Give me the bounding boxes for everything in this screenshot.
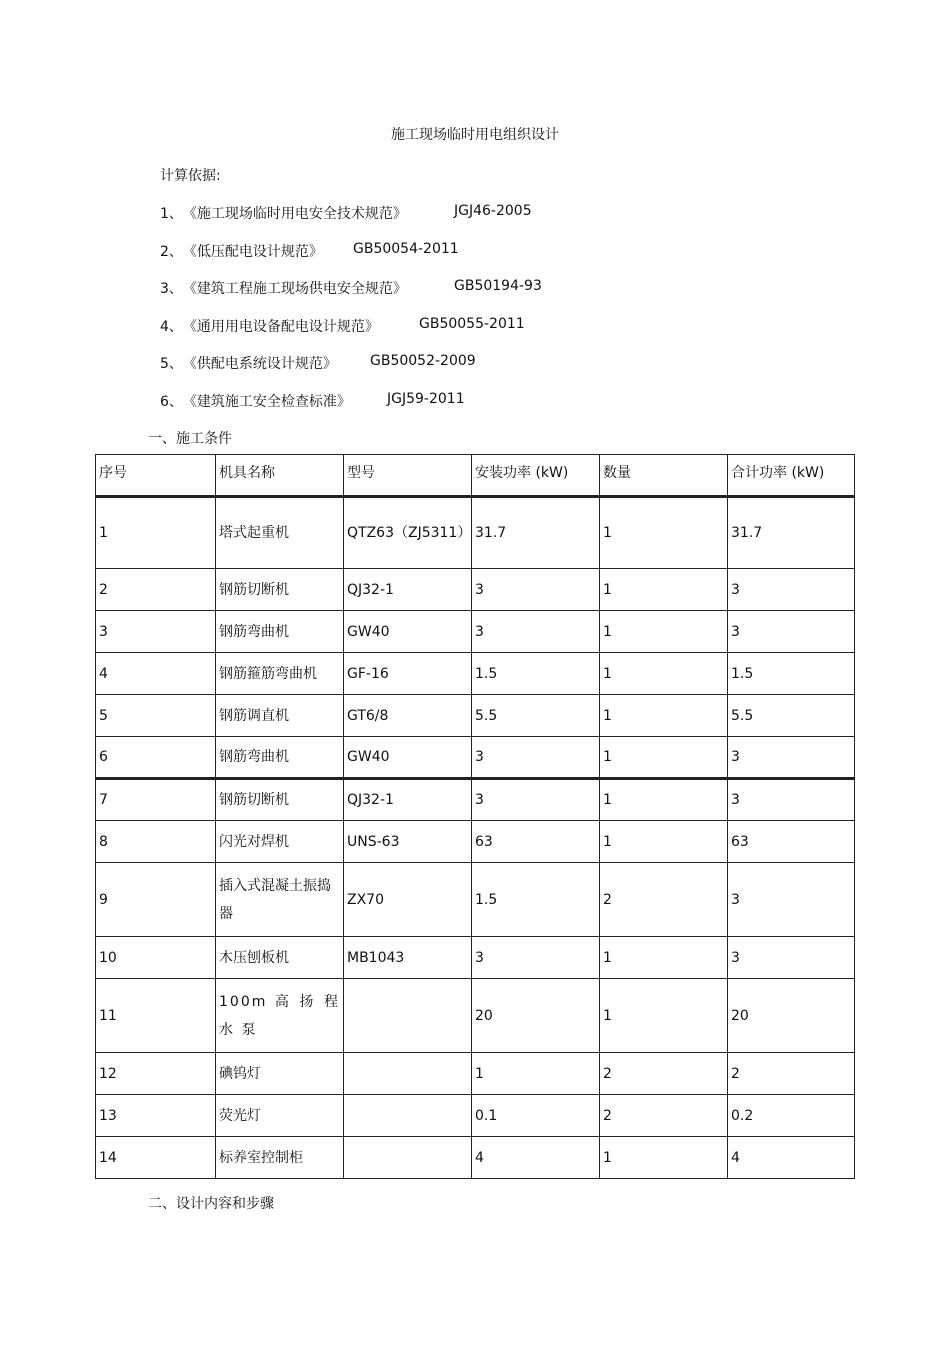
table-row (96, 937, 855, 979)
cell-name: 塔式起重机 (216, 497, 344, 569)
basis-heading: 计算依据: (160, 168, 221, 184)
cell-qty: 2 (600, 1053, 728, 1095)
cell-name: 钢筋切断机 (216, 779, 344, 821)
reference-number: 3、 (160, 281, 183, 297)
cell-power: 20 (472, 979, 600, 1053)
cell-no: 14 (96, 1137, 216, 1179)
cell-model: MB1043 (344, 937, 472, 979)
reference-code: GB50055-2011 (419, 316, 525, 332)
cell-name: 木压刨板机 (216, 937, 344, 979)
reference-name: 《低压配电设计规范》 (182, 244, 323, 260)
reference-code: GB50054-2011 (353, 241, 459, 257)
cell-no: 9 (96, 863, 216, 937)
table-row (96, 1095, 855, 1137)
cell-no: 5 (96, 695, 216, 737)
cell-model: UNS-63 (344, 821, 472, 863)
reference-name: 《建筑工程施工现场供电安全规范》 (182, 281, 407, 297)
cell-no: 2 (96, 569, 216, 611)
table-row (96, 779, 855, 821)
reference-code: JGJ59-2011 (387, 391, 465, 407)
reference-code: GB50194-93 (454, 278, 542, 294)
cell-power: 3 (472, 779, 600, 821)
header-cell: 机具名称 (216, 455, 344, 497)
reference-item (160, 203, 532, 223)
cell-name: 钢筋调直机 (216, 695, 344, 737)
cell-no: 8 (96, 821, 216, 863)
cell-no: 4 (96, 653, 216, 695)
reference-number: 6、 (160, 394, 183, 410)
cell-qty: 1 (600, 821, 728, 863)
cell-total: 3 (728, 737, 855, 779)
header-cell: 序号 (96, 455, 216, 497)
table-row (96, 737, 855, 779)
cell-name: 碘钨灯 (216, 1053, 344, 1095)
table-row (96, 863, 855, 937)
cell-name: 钢筋箍筋弯曲机 (216, 653, 344, 695)
header-cell: 合计功率 (kW) (728, 455, 855, 497)
cell-no: 6 (96, 737, 216, 779)
cell-model: GW40 (344, 611, 472, 653)
cell-name: 钢筋切断机 (216, 569, 344, 611)
reference-code: GB50052-2009 (370, 353, 476, 369)
reference-name: 《建筑施工安全检查标准》 (182, 394, 351, 410)
cell-model: GF-16 (344, 653, 472, 695)
reference-item (160, 316, 525, 336)
table-row (96, 611, 855, 653)
cell-power: 1.5 (472, 863, 600, 937)
reference-item (160, 353, 476, 373)
cell-qty: 1 (600, 497, 728, 569)
cell-qty: 1 (600, 979, 728, 1053)
cell-model (344, 1095, 472, 1137)
cell-total: 3 (728, 863, 855, 937)
cell-power: 3 (472, 737, 600, 779)
cell-qty: 1 (600, 1137, 728, 1179)
reference-number: 1、 (160, 206, 183, 222)
cell-total: 3 (728, 611, 855, 653)
cell-name: 标养室控制柜 (216, 1137, 344, 1179)
cell-total: 31.7 (728, 497, 855, 569)
cell-model (344, 1137, 472, 1179)
reference-code: JGJ46-2005 (454, 203, 532, 219)
cell-power: 0.1 (472, 1095, 600, 1137)
cell-name: 钢筋弯曲机 (216, 611, 344, 653)
cell-no: 13 (96, 1095, 216, 1137)
cell-total: 3 (728, 779, 855, 821)
cell-power: 63 (472, 821, 600, 863)
reference-item (160, 391, 465, 411)
table-row (96, 497, 855, 569)
cell-total: 5.5 (728, 695, 855, 737)
cell-total: 0.2 (728, 1095, 855, 1137)
cell-qty: 1 (600, 937, 728, 979)
cell-power: 3 (472, 937, 600, 979)
cell-qty: 2 (600, 863, 728, 937)
cell-no: 7 (96, 779, 216, 821)
equipment-table (95, 454, 855, 1179)
header-cell: 型号 (344, 455, 472, 497)
section-heading: 二、设计内容和步骤 (148, 1196, 274, 1212)
header-cell: 数量 (600, 455, 728, 497)
cell-name: 闪光对焊机 (216, 821, 344, 863)
cell-total: 63 (728, 821, 855, 863)
cell-no: 11 (96, 979, 216, 1053)
reference-name: 《供配电系统设计规范》 (182, 356, 337, 372)
cell-model: QJ32-1 (344, 569, 472, 611)
cell-power: 1.5 (472, 653, 600, 695)
cell-model (344, 1053, 472, 1095)
cell-total: 3 (728, 937, 855, 979)
document-title: 施工现场临时用电组织设计 (391, 127, 559, 143)
cell-total: 1.5 (728, 653, 855, 695)
cell-model: GT6/8 (344, 695, 472, 737)
table-row (96, 821, 855, 863)
table-row (96, 979, 855, 1053)
cell-model: GW40 (344, 737, 472, 779)
cell-model: ZX70 (344, 863, 472, 937)
reference-name: 《通用用电设备配电设计规范》 (182, 319, 379, 335)
cell-qty: 1 (600, 611, 728, 653)
cell-total: 3 (728, 569, 855, 611)
cell-name: 荧光灯 (216, 1095, 344, 1137)
cell-qty: 1 (600, 779, 728, 821)
reference-number: 5、 (160, 356, 183, 372)
cell-name: 插入式混凝土振捣器 (216, 863, 344, 937)
table-row (96, 569, 855, 611)
cell-no: 3 (96, 611, 216, 653)
header-cell: 安装功率 (kW) (472, 455, 600, 497)
cell-total: 4 (728, 1137, 855, 1179)
reference-name: 《施工现场临时用电安全技术规范》 (182, 206, 407, 222)
cell-model: QJ32-1 (344, 779, 472, 821)
cell-power: 3 (472, 611, 600, 653)
cell-qty: 1 (600, 695, 728, 737)
table-row (96, 695, 855, 737)
cell-power: 31.7 (472, 497, 600, 569)
cell-total: 2 (728, 1053, 855, 1095)
table-row (96, 1137, 855, 1179)
table-row (96, 1053, 855, 1095)
reference-number: 2、 (160, 244, 183, 260)
cell-total: 20 (728, 979, 855, 1053)
section-heading: 一、施工条件 (148, 431, 232, 447)
cell-qty: 1 (600, 569, 728, 611)
table-header-row (96, 455, 855, 497)
cell-qty: 1 (600, 737, 728, 779)
cell-power: 1 (472, 1053, 600, 1095)
cell-no: 12 (96, 1053, 216, 1095)
reference-item (160, 241, 459, 261)
cell-power: 5.5 (472, 695, 600, 737)
table-row (96, 653, 855, 695)
cell-no: 1 (96, 497, 216, 569)
cell-name: 钢筋弯曲机 (216, 737, 344, 779)
cell-no: 10 (96, 937, 216, 979)
cell-power: 4 (472, 1137, 600, 1179)
cell-qty: 2 (600, 1095, 728, 1137)
cell-model (344, 979, 472, 1053)
cell-power: 3 (472, 569, 600, 611)
reference-number: 4、 (160, 319, 183, 335)
cell-qty: 1 (600, 653, 728, 695)
cell-name: 100m 高 扬 程 水 泵 (216, 979, 344, 1053)
cell-model: QTZ63（ZJ5311） (344, 497, 472, 569)
reference-item (160, 278, 542, 298)
